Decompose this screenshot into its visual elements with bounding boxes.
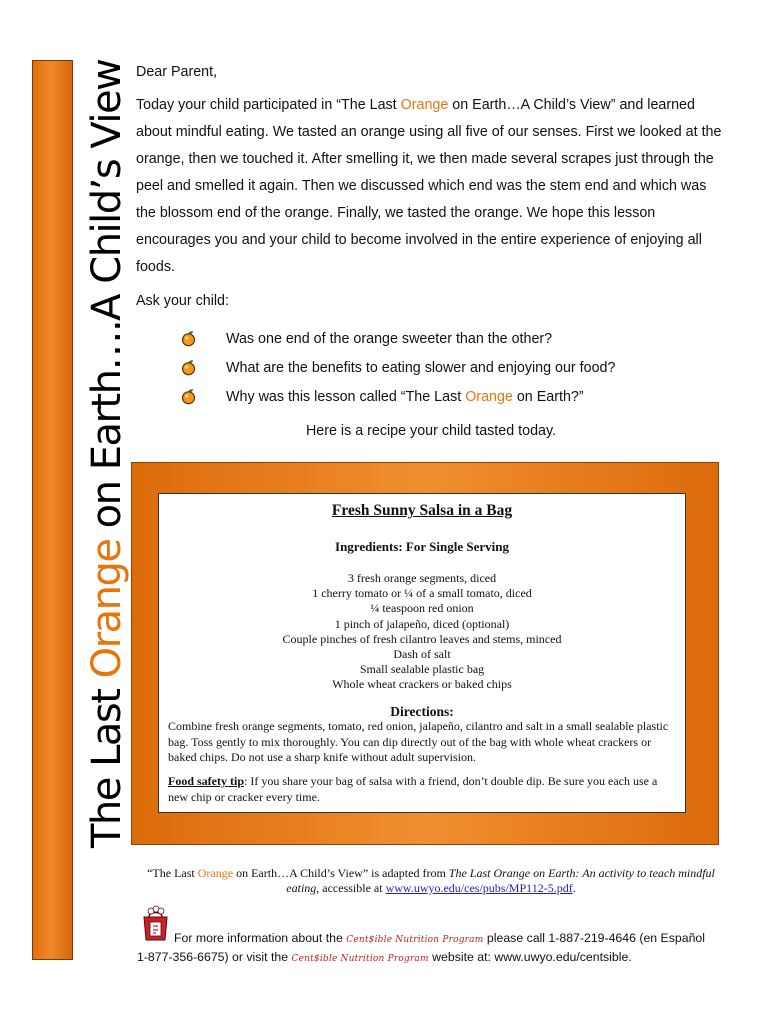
orange-fruit-icon <box>180 388 197 405</box>
ask-prompt: Ask your child: <box>136 293 229 309</box>
program-name: Cent$ible Nutrition Program <box>291 954 429 964</box>
greeting: Dear Parent, <box>136 64 218 80</box>
recipe-title: Fresh Sunny Salsa in a Bag <box>331 502 513 519</box>
question-list <box>180 329 700 416</box>
directions-heading: Directions: <box>390 704 454 719</box>
recipe-card <box>158 493 686 813</box>
food-safety-tip: Food safety tip: If you share your bag of salsa with a friend, don’t double dip. Be sure you each use a new chip or cracker every time. <box>168 774 658 804</box>
list-item: Was one end of the orange sweeter than the other? <box>180 329 700 358</box>
list-item: Why was this lesson called “The Last Orange on Earth?” <box>180 387 700 416</box>
list-item: 3 fresh orange segments, diced <box>347 571 497 585</box>
directions-text: Combine fresh orange segments, tomato, red onion, jalapeño, cilantro and salt in a small sealable plastic bag. Toss gently to mix thoroughly. You can dip directly out of the bag with whole wheat crackers or baked chips. Do not use a sharp knife without adult supervision. <box>168 719 669 764</box>
orange-fruit-icon <box>180 330 197 347</box>
vertical-title: The Last Orange on Earth….A Child’s View <box>84 59 130 848</box>
footer-text: For more information about the Cent$ible Nutrition Program please call 1-887-219-4646 (en Español 1-877-356-6675) or visit the Cent$ible Nutrition Program website at: www.uwyo.edu/centsible. <box>137 931 705 964</box>
list-item: Small sealable plastic bag <box>359 662 485 677</box>
list-item: 1 cherry tomato or ¼ of a small tomato, diced <box>312 586 532 601</box>
safety-label: Food safety tip <box>168 774 244 788</box>
ingredient-list <box>159 571 685 693</box>
list-item: Dash of salt <box>393 647 451 662</box>
side-orange-bar <box>32 60 73 960</box>
attribution: “The Last Orange on Earth…A Child’s View” is adapted from The Last Orange on Earth: An activity to teach mindful eating, accessible at www.uwyo.edu/ces/pubs/MP112-5.pdf. <box>147 866 715 895</box>
orange-fruit-icon <box>180 359 197 376</box>
list-item: Whole wheat crackers or baked chips <box>332 677 512 692</box>
source-link[interactable]: www.uwyo.edu/ces/pubs/MP112-5.pdf <box>385 881 573 895</box>
recipe-frame <box>131 462 719 845</box>
intro-paragraph: Today your child participated in “The Last Orange on Earth…A Child’s View” and learned about mindful eating. We tasted an orange using all five of our senses. First we looked at the orange, then we touched it. After smelling it, we then made several scrapes just through the peel and smelled it again. Then we discussed which end was the stem end and which was the blossom end of the orange. Finally, we tasted the orange. We hope this lesson encourages you and your child to become involved in the entire experience of enjoying all foods. <box>136 97 722 275</box>
list-item: ¼ teaspoon red onion <box>370 601 474 616</box>
intro-highlight: Orange <box>400 97 449 113</box>
list-item: What are the benefits to eating slower and enjoying our food? <box>180 358 700 387</box>
ingredients-heading: Ingredients: For Single Serving <box>335 539 509 554</box>
vertical-title-highlight: Orange <box>84 539 130 679</box>
list-item: Couple pinches of fresh cilantro leaves and stems, minced <box>282 631 562 646</box>
recipe-intro: Here is a recipe your child tasted today. <box>305 423 557 439</box>
program-name: Cent$ible Nutrition Program <box>346 935 484 945</box>
source-title: The Last Orange on Earth: An activity to teach mindful eating <box>286 866 715 895</box>
list-item: 1 pinch of jalapeño, diced (optional) <box>334 616 510 631</box>
